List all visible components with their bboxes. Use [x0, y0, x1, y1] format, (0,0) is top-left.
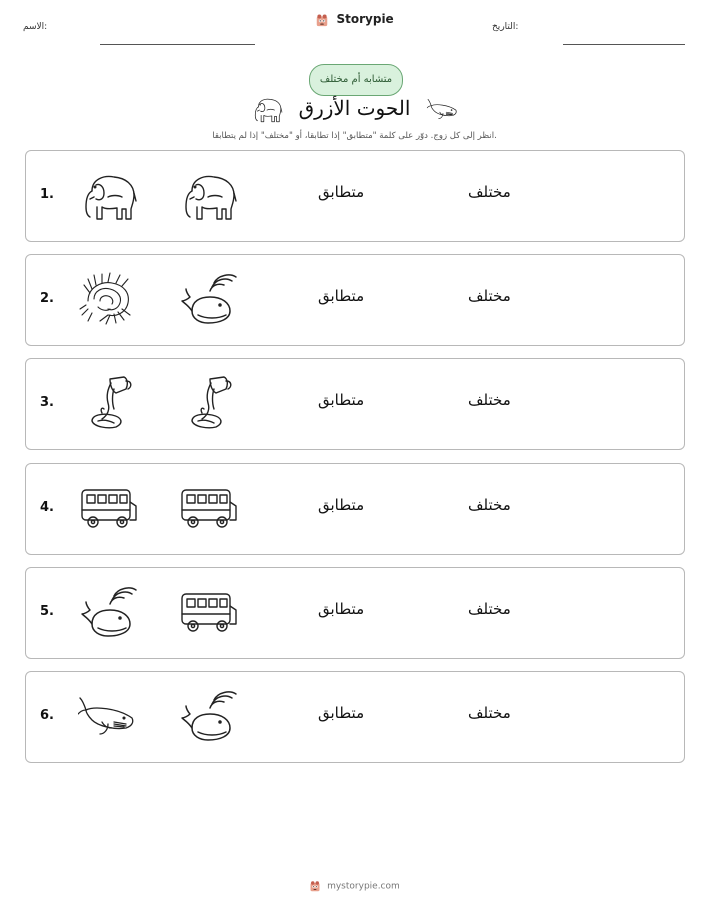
- name-label: الاسم:: [23, 22, 48, 32]
- question-number: 6.: [40, 708, 54, 723]
- question-row: [25, 358, 685, 450]
- footer: [0, 880, 709, 892]
- different-option[interactable]: مختلف: [468, 496, 511, 514]
- activity-badge: متشابه أم مختلف: [309, 64, 403, 96]
- question-row: [25, 254, 685, 346]
- storypie-logo-icon: [315, 13, 329, 27]
- date-label: التاريخ:: [492, 22, 519, 32]
- match-option[interactable]: متطابق: [318, 496, 365, 514]
- footer-site: mystorypie.com: [327, 881, 400, 892]
- elephant-icon: [78, 167, 138, 223]
- match-option[interactable]: متطابق: [318, 704, 365, 722]
- elephant-icon: [178, 167, 238, 223]
- pouring-pitcher-icon: [178, 375, 238, 431]
- question-row: [25, 463, 685, 555]
- question-row: [25, 567, 685, 659]
- match-option[interactable]: متطابق: [318, 287, 365, 305]
- title-row: [0, 94, 709, 126]
- storypie-logo-icon: [309, 880, 321, 892]
- bus-icon: [178, 480, 238, 536]
- different-option[interactable]: مختلف: [468, 391, 511, 409]
- singing-whale-icon: [178, 271, 238, 327]
- match-option[interactable]: متطابق: [318, 391, 365, 409]
- page-title: الحوت الأزرق: [298, 96, 411, 120]
- brand: [0, 12, 709, 27]
- match-option[interactable]: متطابق: [318, 600, 365, 618]
- date-line: [563, 44, 685, 45]
- name-line: [100, 44, 255, 45]
- instructions: انظر إلى كل زوج. دوّر على كلمة "متطابق" إذا تطابقا، أو "مختلف" إذا لم يتطابقا.: [212, 131, 497, 141]
- question-number: 5.: [40, 604, 54, 619]
- match-option[interactable]: متطابق: [318, 183, 365, 201]
- bus-icon: [78, 480, 138, 536]
- different-option[interactable]: مختلف: [468, 600, 511, 618]
- shrimp-icon: [78, 271, 138, 327]
- question-number: 4.: [40, 500, 54, 515]
- worksheet-header: [0, 12, 709, 42]
- question-row: [25, 150, 685, 242]
- question-number: 1.: [40, 187, 54, 202]
- singing-whale-icon: [78, 584, 138, 640]
- different-option[interactable]: مختلف: [468, 704, 511, 722]
- different-option[interactable]: مختلف: [468, 287, 511, 305]
- question-row: [25, 671, 685, 763]
- blue-whale-icon: [426, 94, 460, 124]
- brand-name: Storypie: [336, 12, 394, 26]
- question-number: 2.: [40, 291, 54, 306]
- different-option[interactable]: مختلف: [468, 183, 511, 201]
- question-number: 3.: [40, 395, 54, 410]
- bus-icon: [178, 584, 238, 640]
- blue-whale-icon: [78, 688, 138, 744]
- pouring-pitcher-icon: [78, 375, 138, 431]
- singing-whale-icon: [178, 688, 238, 744]
